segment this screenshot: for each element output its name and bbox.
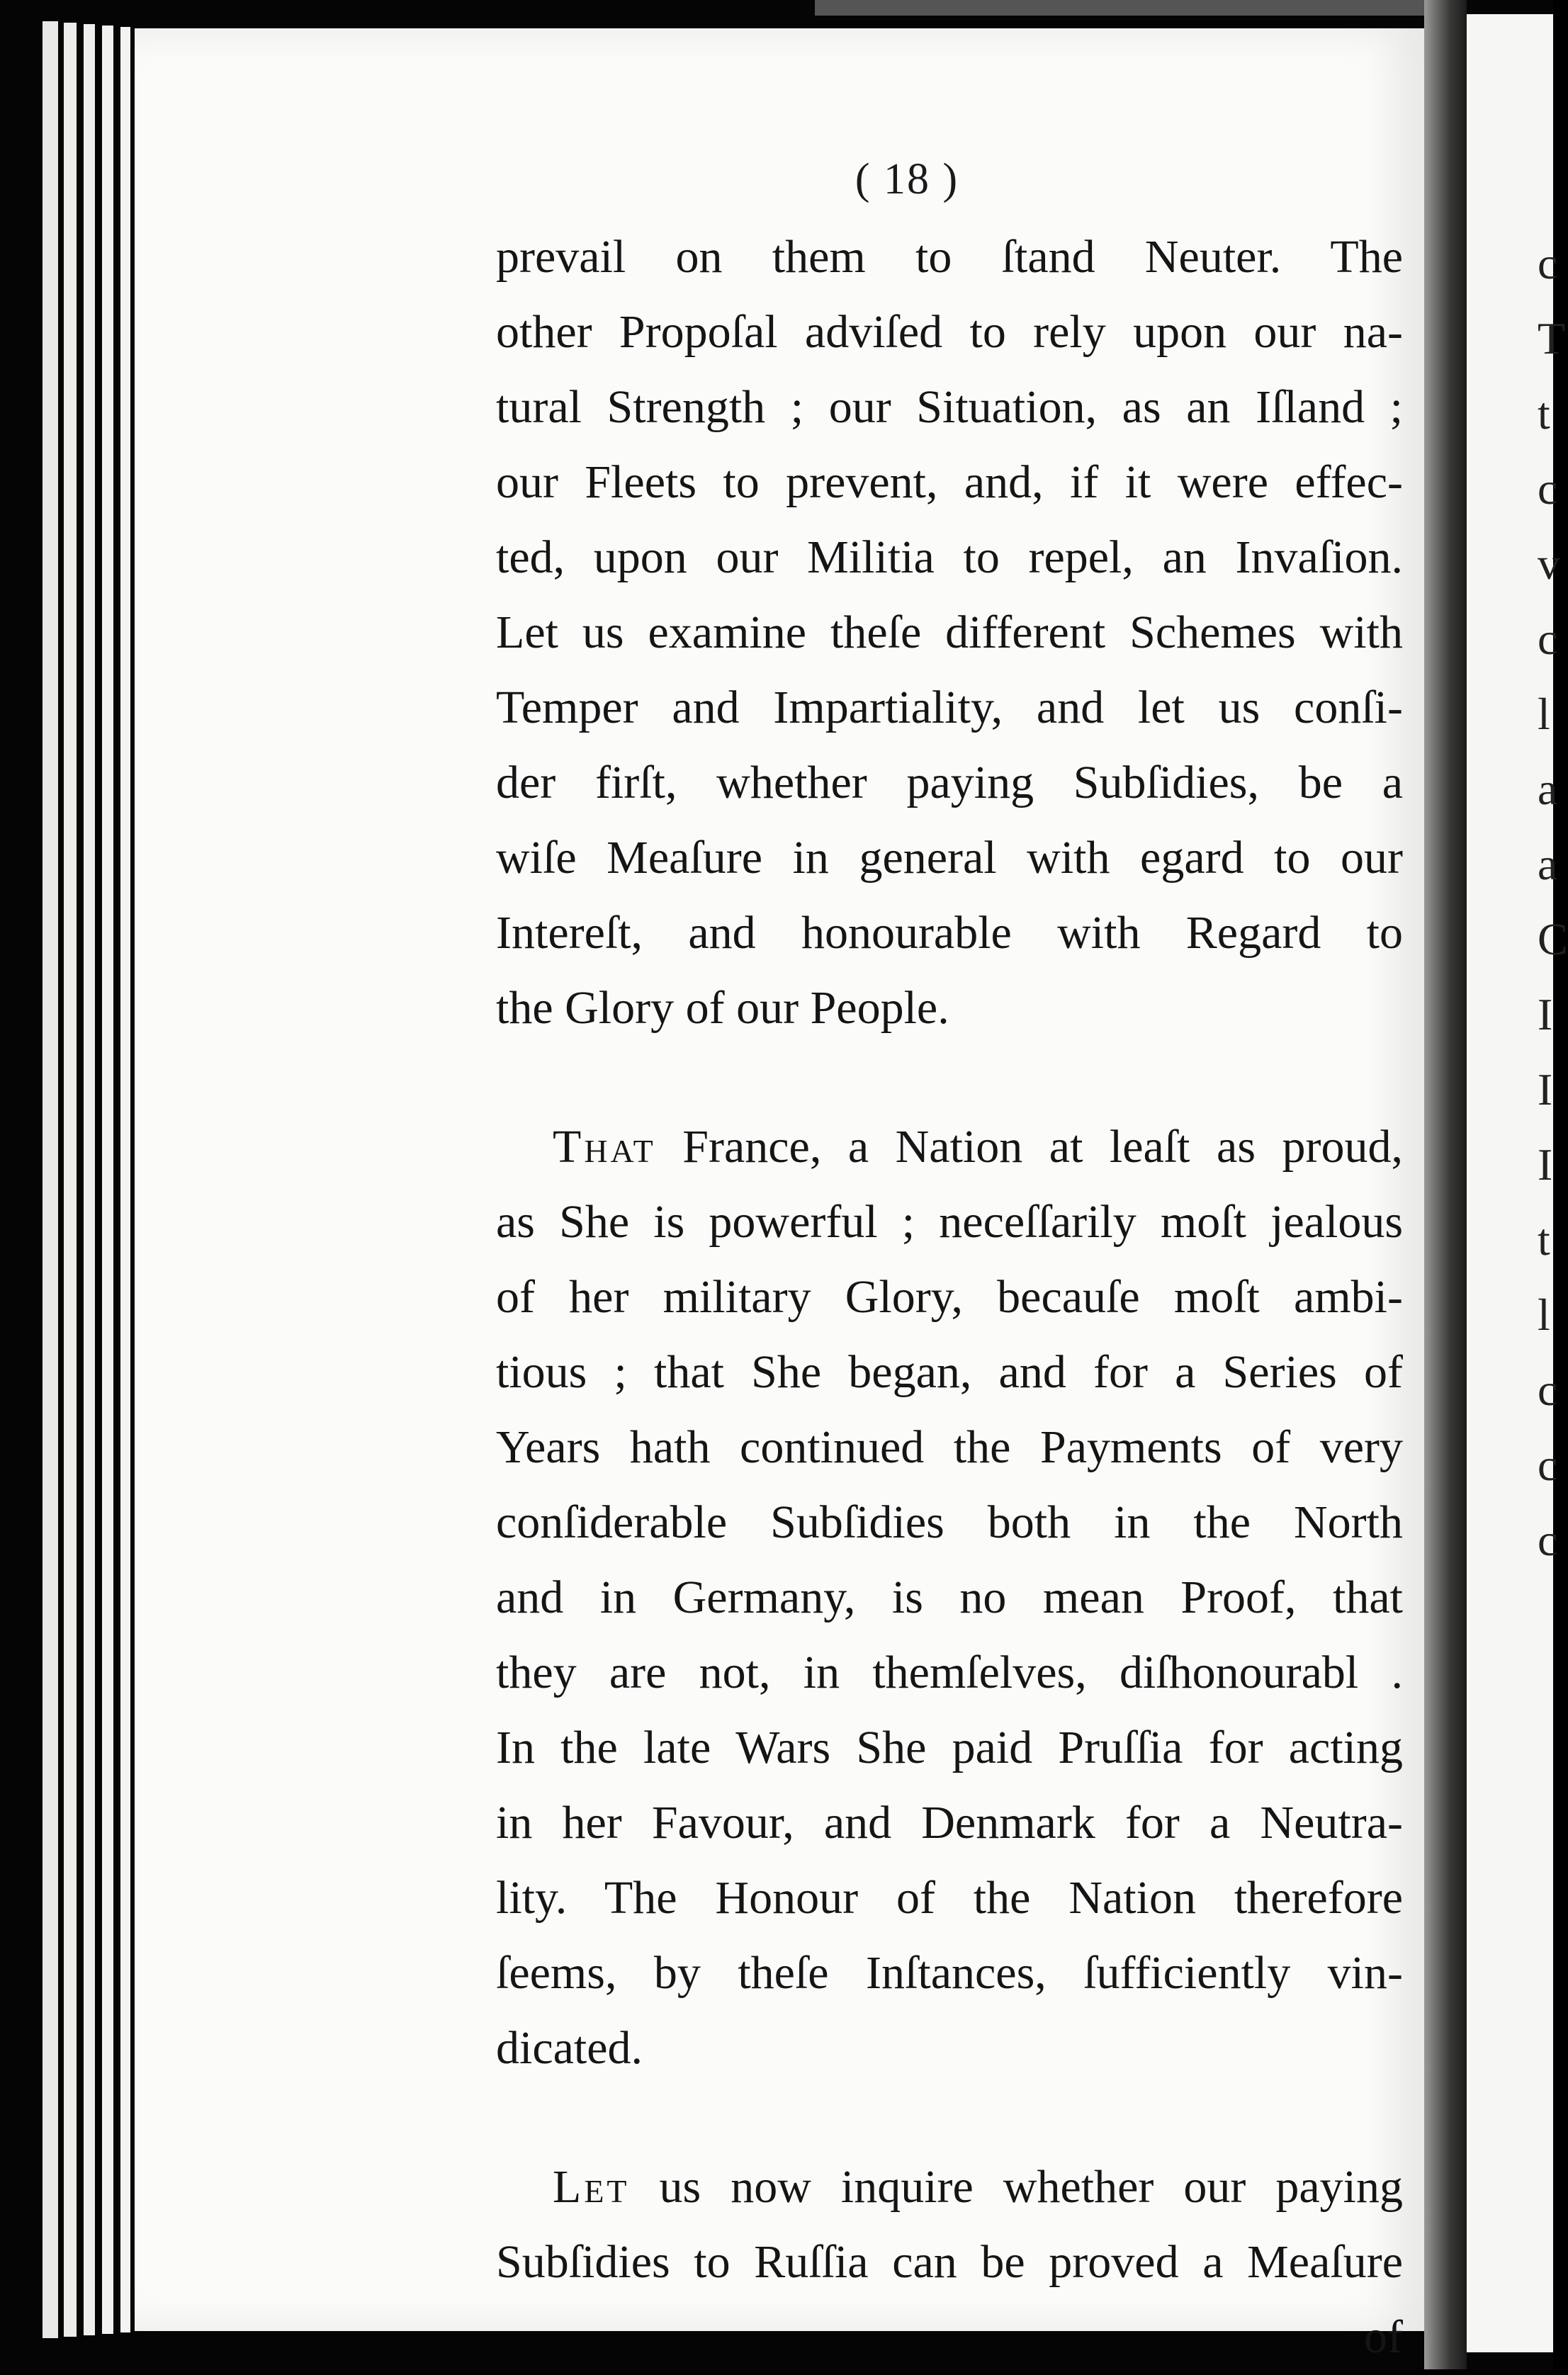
text-line: of her military Glory, becauſe moſt ambi-	[496, 1271, 1403, 1323]
text-line: ted, upon our Militia to repel, an Invaſion.	[496, 531, 1403, 583]
text-line: Let us examine theſe different Schemes with	[496, 607, 1403, 658]
next-page-glyph: I	[1538, 1064, 1553, 1115]
text-line: ſeems, by theſe Inſtances, ſufficiently vin-	[496, 1947, 1403, 1999]
paragraph-1	[496, 220, 1403, 1046]
next-page-glyph: I	[1538, 1139, 1553, 1190]
next-page-glyph: t	[1538, 1214, 1550, 1265]
text-line: prevail on them to ſtand Neuter. The	[496, 231, 1403, 283]
text-line: the Glory of our People.	[496, 982, 949, 1034]
text-line: der firſt, whether paying Subſidies, be a	[496, 757, 1403, 808]
next-page-glyph: c	[1538, 238, 1558, 288]
text-line: Years hath continued the Payments of very	[496, 1421, 1403, 1473]
next-page-glyph: a	[1538, 839, 1558, 889]
text-line: That France, a Nation at leaſt as proud,	[553, 1121, 1403, 1173]
next-page-glyph: l	[1538, 1290, 1550, 1340]
text-line: as She is powerful ; neceſſarily moſt jealous	[496, 1196, 1403, 1248]
next-page-glyph: c	[1538, 1365, 1558, 1415]
text-line: tious ; that She began, and for a Series of	[496, 1346, 1403, 1398]
top-shadow	[815, 0, 1453, 16]
text-line: and in Germany, is no mean Proof, that	[496, 1572, 1403, 1623]
text-line: Subſidies to Ruſſia can be proved a Meaſure	[496, 2236, 1403, 2288]
text-line: Temper and Impartiality, and let us conſi-	[496, 682, 1403, 733]
text-line: other Propoſal adviſed to rely upon our na-	[496, 306, 1403, 358]
next-page-glyph: I	[1538, 989, 1553, 1039]
text-line: lity. The Honour of the Nation therefore	[496, 1872, 1403, 1924]
next-page-glyph: v	[1538, 538, 1560, 589]
text-line: Intereſt, and honourable with Regard to	[496, 907, 1403, 959]
next-page-glyph: t	[1538, 388, 1550, 439]
lead-word: Let	[553, 2161, 630, 2213]
page-edge	[64, 23, 77, 2337]
next-page-sliver	[1467, 14, 1568, 2352]
binding-gutter	[1424, 0, 1467, 2369]
page-edge	[84, 24, 95, 2335]
paragraph-2	[496, 1110, 1403, 2086]
next-page-glyph: c	[1538, 463, 1558, 514]
text-line: in her Favour, and Denmark for a Neutra-	[496, 1797, 1403, 1849]
text-line: conſiderable Subſidies both in the North	[496, 1496, 1403, 1548]
text-line: they are not, in themſelves, diſhonourabl .	[496, 1647, 1403, 1698]
text-line: dicated.	[496, 2022, 643, 2074]
next-page-glyph: C	[1538, 914, 1568, 964]
next-page-glyph: c	[1538, 1515, 1558, 1565]
text-line: tural Strength ; our Situation, as an Iſland ;	[496, 381, 1403, 433]
page-edge	[102, 26, 113, 2334]
catchword: of	[1364, 2311, 1403, 2363]
next-page-glyph: l	[1538, 689, 1550, 739]
paragraph-3	[496, 2150, 1403, 2375]
page-edge	[43, 21, 58, 2338]
next-page-glyph: T	[1538, 313, 1566, 363]
page-edge	[120, 27, 130, 2332]
text-line: wiſe Meaſure in general with egard to our	[496, 832, 1403, 884]
text-line: Let us now inquire whether our paying	[553, 2161, 1403, 2213]
text-line: In the late Wars She paid Pruſſia for acting	[496, 1722, 1403, 1773]
next-page-glyph: c	[1538, 614, 1558, 664]
lead-word: That	[553, 1121, 656, 1173]
next-page-glyph: c	[1538, 1440, 1558, 1490]
page-number: ( 18 )	[854, 155, 959, 203]
page-text	[496, 220, 1403, 2375]
next-page-glyph: a	[1538, 764, 1558, 814]
text-line: our Fleets to prevent, and, if it were effec-	[496, 456, 1403, 508]
